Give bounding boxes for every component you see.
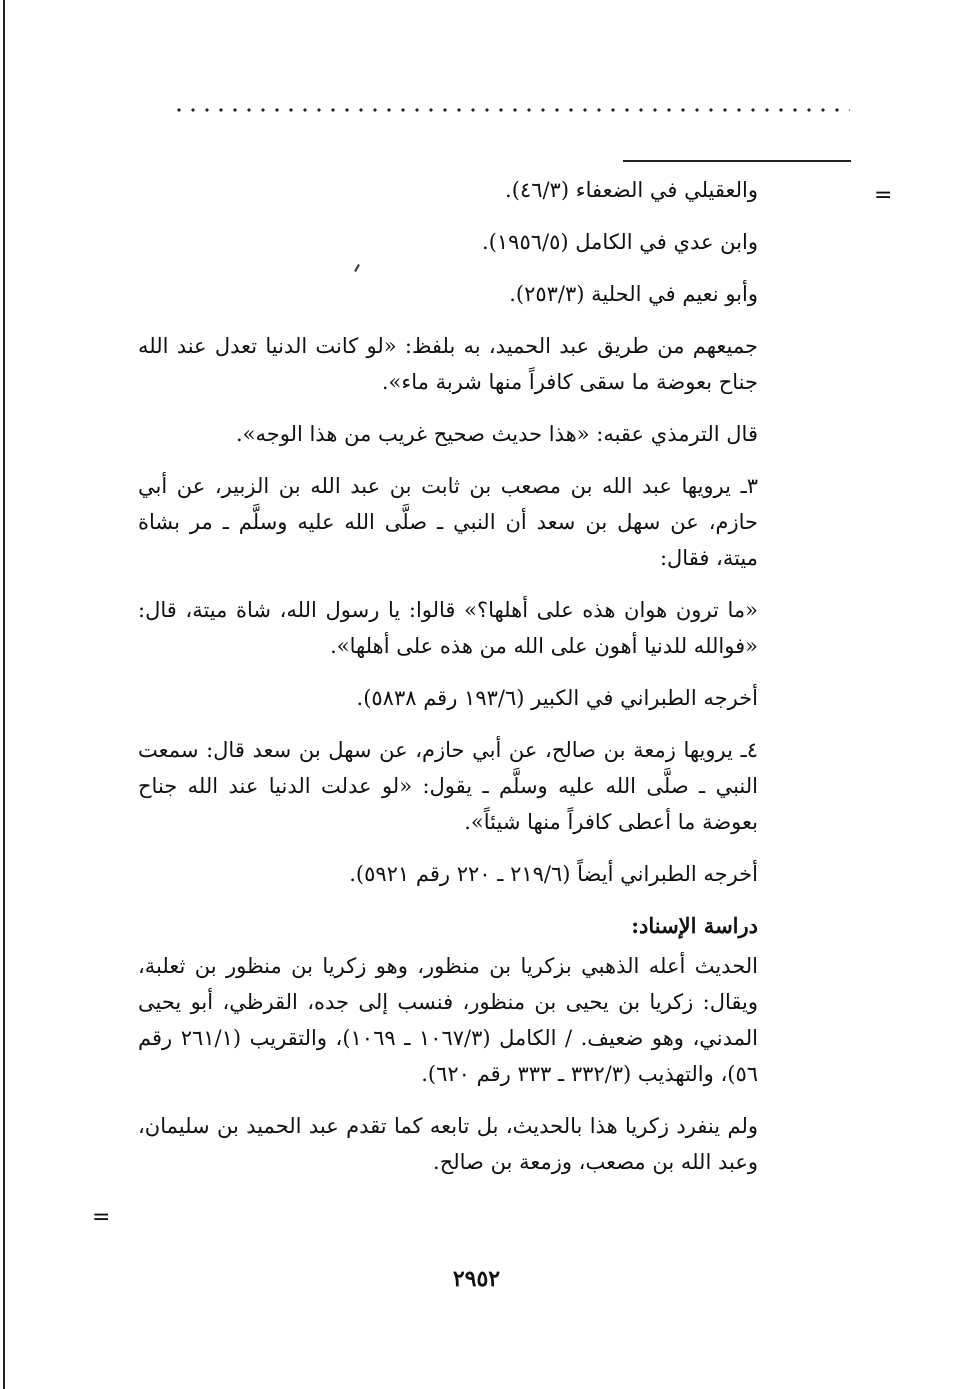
citation-abu-nuaym: وأبو نعيم في الحلية (٢٥٣/٣). (509, 282, 758, 306)
citation-ibn-adi: وابن عدي في الكامل (١٩٥٦/٥). (482, 230, 758, 254)
isnad-study: الحديث أعله الذهبي بزكريا بن منظور، وهو زكريا بن منظور بن ثعلبة، ويقال: زكريا بن يحيى بن منظور، فنسب إلى جده، القرظي، أبو يحيى المدني، وهو ضعيف. / الكامل (١٠٦٧/٣ ـ ١٠٦٩)، والتقريب (٢٦١/١ رقم ٥٦)، والتهذيب (٣٣٢/٣ ـ ٣٣٣ رقم ٦٢٠). (138, 954, 758, 1086)
narration-4: ٤ـ يرويها زمعة بن صالح، عن أبي حازم، عن سهل بن سعد قال: سمعت النبي ـ صلَّى الله عليه وسلَّم ـ يقول: «لو عدلت الدنيا عند الله جناح بعوضة ما أعطى كافراً منها شيئاً». (138, 738, 758, 834)
citation-uqayli: والعقيلي في الضعفاء (٤٦/٣). (505, 178, 758, 202)
citation-tabarani-2: أخرجه الطبراني أيضاً (٢١٩/٦ ـ ٢٢٠ رقم ٥٩٢١). (349, 862, 758, 886)
footnote-rule (623, 160, 851, 162)
page-number: ٢٩٥٢ (452, 1266, 501, 1292)
section-heading: دراسة الإسناد: (631, 913, 758, 938)
continuation-mark-bottom: = (92, 1205, 111, 1230)
isnad-follow-up: ولم ينفرد زكريا هذا بالحديث، بل تابعه كما تقدم عبد الحميد بن سليمان، وعبد الله بن مصعب، وزمعة بن صالح. (138, 1114, 758, 1174)
tirmidhi-comment: قال الترمذي عقبه: «هذا حديث صحيح غريب من هذا الوجه». (235, 422, 758, 446)
continuation-mark-top: = (874, 183, 893, 208)
narration-3: ٣ـ يرويها عبد الله بن مصعب بن ثابت بن عبد الله بن الزبير، عن أبي حازم، عن سهل بن سعد أن النبي ـ صلَّى الله عليه وسلَّم ـ مر بشاة ميتة، فقال: (138, 474, 758, 570)
dotted-separator (172, 108, 850, 112)
page-edge-rule (3, 0, 5, 1389)
citation-tabarani-kabir: أخرجه الطبراني في الكبير (١٩٣/٦ رقم ٥٨٣٨). (356, 686, 758, 710)
narration-summary: جميعهم من طريق عبد الحميد، به بلفظ: «لو كانت الدنيا تعدل عند الله جناح بعوضة ما سقى كافراً منها شربة ماء». (138, 334, 758, 394)
page-body (138, 172, 758, 1196)
narration-3-quote: «ما ترون هوان هذه على أهلها؟» قالوا: يا رسول الله، شاة ميتة، قال: «فوالله للدنيا أهون على الله من هذه على أهلها». (138, 598, 758, 658)
